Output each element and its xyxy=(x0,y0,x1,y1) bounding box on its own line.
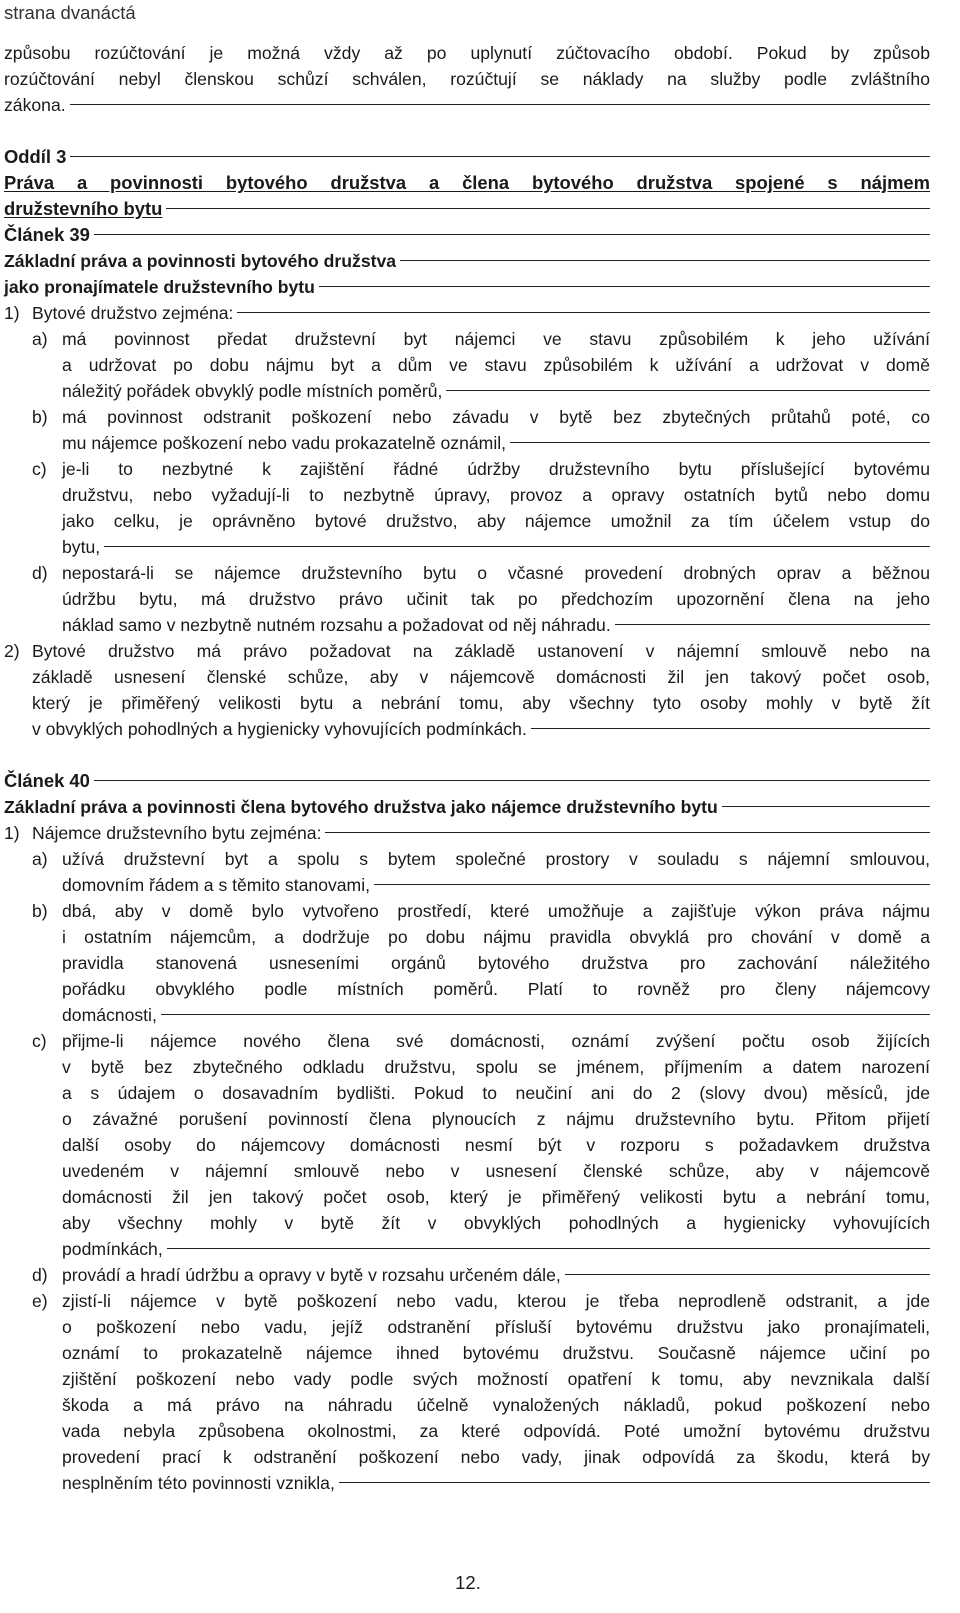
article-39-heading: Základní práva a povinnosti bytového družstva xyxy=(4,251,397,271)
list-text: podmínkách, xyxy=(62,1239,163,1259)
list-text: domácnosti žil jen takový počet osob, který je přiměřený velikosti bytu a nebrání tomu, xyxy=(62,1187,930,1207)
list-text: o poškození nebo vadu, jejíž odstranění přísluší bytovému družstvu jako pronajímateli, xyxy=(62,1317,930,1337)
list-text: nesplněním této povinnosti vznikla, xyxy=(62,1473,335,1493)
list-text: je-li to nezbytné k zajištění řádné údržby družstevního bytu příslušející bytovému xyxy=(62,459,930,479)
article-40-heading: Základní práva a povinnosti člena bytového družstva jako nájemce družstevního bytu xyxy=(4,797,718,817)
intro-line xyxy=(4,92,930,118)
paragraph-text: základě usnesení členské schůze, aby v nájemcově domácnosti žil jen takový počet osob, xyxy=(32,667,930,687)
article-heading-line xyxy=(4,248,930,274)
list-text: domovním řádem a s těmito stanovami, xyxy=(62,875,371,895)
list-text: a udržovat po dobu nájmu byt a dům ve stavu způsobilém k užívání a udržovat v domě xyxy=(62,355,930,375)
paragraph-item xyxy=(4,638,930,742)
list-text: škoda a má právo na náhradu účelně vynaložených nákladů, pokud poškození nebo xyxy=(62,1395,930,1415)
article-39-heading: jako pronajímatele družstevního bytu xyxy=(4,277,315,297)
list-text: aby všechny mohly v bytě žít v obvyklých pohodlných a hygienicky vyhovujících xyxy=(62,1213,930,1233)
section-heading-text: družstevního bytu xyxy=(4,198,163,219)
paragraph-number: 1) xyxy=(4,303,20,323)
list-text: mu nájemce poškození nebo vadu prokazatelně oznámil, xyxy=(62,433,507,453)
article-heading-line xyxy=(4,274,930,300)
list-text: náležitý pořádek obvyklý podle místních poměrů, xyxy=(62,381,443,401)
list-label: c) xyxy=(32,459,47,479)
list-label: a) xyxy=(32,329,48,349)
paragraph-number: 1) xyxy=(4,823,20,843)
list-text: vada nebyla způsobena okolnostmi, za které odpovídá. Poté umožní bytovému družstvu xyxy=(62,1421,930,1441)
list-text: o závažné porušení povinností člena plynoucích z nájmu družstevního bytu. Přitom přijetí xyxy=(62,1109,930,1129)
paragraph-text: Bytové družstvo zejména: xyxy=(32,303,234,323)
list-label: e) xyxy=(32,1291,48,1311)
list-label: b) xyxy=(32,901,48,921)
paragraph-text: v obvyklých pohodlných a hygienicky vyhovujících podmínkách. xyxy=(32,719,527,739)
list-item xyxy=(4,1262,930,1288)
section-heading-line xyxy=(4,196,930,222)
list-text: přijme-li nájemce nového člena své domácnosti, oznámí zvýšení počtu osob žijících xyxy=(62,1031,930,1051)
list-label: b) xyxy=(32,407,48,427)
list-text: má povinnost předat družstevní byt nájemci ve stavu způsobilém k jeho užívání xyxy=(62,329,930,349)
list-text: pořádku obvyklého podle místních poměrů. Platí to rovněž pro členy nájemcovy xyxy=(62,979,930,999)
section-title xyxy=(4,144,930,170)
list-text: uvedeném v nájemní smlouvě nebo v usnesení členské schůze, aby v nájemcově xyxy=(62,1161,930,1181)
list-text: zjištění poškození nebo vady podle svých možností opatření k tomu, aby nevznikala další xyxy=(62,1369,930,1389)
list-text: jako celku, je oprávněno bytové družstvo, aby nájemce umožnil za tím účelem vstup do xyxy=(62,511,930,531)
paragraph-number: 2) xyxy=(4,641,20,661)
article-heading-line xyxy=(4,794,930,820)
oddil-title: Oddíl 3 xyxy=(4,146,67,167)
page-number: 12. xyxy=(455,1572,481,1593)
list-label: d) xyxy=(32,563,48,583)
list-text: provedení prací k odstranění poškození nebo vady, jinak odpovídá za škodu, která by xyxy=(62,1447,930,1467)
list-text: provádí a hradí údržbu a opravy v bytě v rozsahu určeném dále, xyxy=(62,1265,561,1285)
paragraph-text: Bytové družstvo má právo požadovat na základě ustanovení v nájemní smlouvě nebo na xyxy=(32,641,930,661)
article-39-title: Článek 39 xyxy=(4,224,90,245)
list-text: dbá, aby v domě bylo vytvořeno prostředí, které umožňuje a zajišťuje výkon práva nájmu xyxy=(62,901,930,921)
list-text: v bytě bez zbytečného odkladu družstvu, spolu se jménem, příjmením a datem narození xyxy=(62,1057,930,1077)
list-text: družstvu, nebo vyžadují-li to nezbytně úpravy, provoz a opravy ostatních bytů nebo domu xyxy=(62,485,930,505)
page-header: strana dvanáctá xyxy=(4,2,136,23)
list-label: c) xyxy=(32,1031,47,1051)
list-text: domácnosti, xyxy=(62,1005,157,1025)
list-label: d) xyxy=(32,1265,48,1285)
list-text: a s údajem o dosavadním bydlišti. Pokud to neučiní ani do 2 (slovy dvou) měsíců, jde xyxy=(62,1083,930,1103)
paragraph-item xyxy=(4,820,930,846)
list-text: údržbu bytu, má družstvo právo učinit tak po předchozím upozornění člena na jeho xyxy=(62,589,930,609)
list-item xyxy=(4,456,930,560)
list-item xyxy=(4,326,930,404)
paragraph-item xyxy=(4,300,930,326)
article-40-title: Článek 40 xyxy=(4,770,90,791)
list-text: náklad samo v nezbytně nutném rozsahu a požadovat od něj náhradu. xyxy=(62,615,611,635)
intro-line: rozúčtování nebyl členskou schůzí schválen, rozúčtují se náklady na služby podle zvláštního xyxy=(4,69,930,89)
list-text: nepostará-li se nájemce družstevního bytu o včasné provedení drobných oprav a běžnou xyxy=(62,563,930,583)
intro-text: zákona. xyxy=(4,95,66,115)
list-text: užívá družstevní byt a spolu s bytem společné prostory v souladu s nájemní smlouvou, xyxy=(62,849,930,869)
intro-line: způsobu rozúčtování je možná vždy až po uplynutí zúčtovacího období. Pokud by způsob xyxy=(4,43,930,63)
list-text: další osoby do nájemcovy domácnosti nesmí být v rozporu s požadavkem družstva xyxy=(62,1135,930,1155)
list-item xyxy=(4,898,930,1028)
article-title xyxy=(4,222,930,248)
list-item xyxy=(4,404,930,456)
document-body xyxy=(4,40,930,1496)
list-item xyxy=(4,560,930,638)
list-text: i ostatním nájemcům, a dodržuje po dobu nájmu pravidla obvyklá pro chování v domě a xyxy=(62,927,930,947)
list-text: má povinnost odstranit poškození nebo závadu v bytě bez zbytečných průtahů poté, co xyxy=(62,407,930,427)
section-heading-line: Práva a povinnosti bytového družstva a člena bytového družstva spojené s nájmem xyxy=(4,172,930,193)
list-item xyxy=(4,1028,930,1262)
paragraph-text: Nájemce družstevního bytu zejména: xyxy=(32,823,322,843)
list-text: zjistí-li nájemce v bytě poškození nebo vadu, kterou je třeba neprodleně odstranit, a jde xyxy=(62,1291,930,1311)
list-text: bytu, xyxy=(62,537,101,557)
list-text: pravidla stanovená usneseními orgánů bytového družstva pro zachování náležitého xyxy=(62,953,930,973)
list-item xyxy=(4,1288,930,1496)
list-item xyxy=(4,846,930,898)
list-label: a) xyxy=(32,849,48,869)
list-text: oznámí to prokazatelně nájemce ihned bytovému družstvu. Současně nájemce učiní po xyxy=(62,1343,930,1363)
paragraph-text: který je přiměřený velikosti bytu a nebrání tomu, aby všechny tyto osoby mohly v bytě žít xyxy=(32,693,930,713)
article-title xyxy=(4,768,930,794)
